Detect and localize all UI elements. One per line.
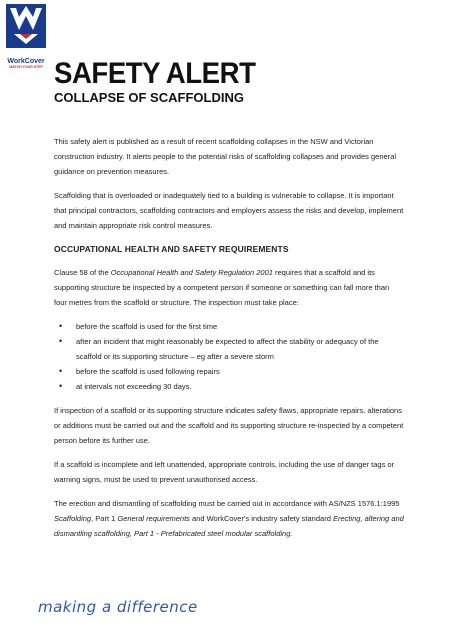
list-item: • before the scaffold is used following repairs (54, 364, 404, 379)
incomplete-paragraph: If a scaffold is incomplete and left unattended, appropriate controls, including the use of danger tags or warning signs, must be used to prevent unauthorised access. (54, 460, 395, 484)
inspection-paragraph: If inspection of a scaffold or its supporting structure indicates safety flaws, appropriate repairs, alterations or additions must be carried out and the scaffold and its supporting structure re-inspected by a competent person before its further use. (54, 406, 404, 445)
risk-paragraph: Scaffolding that is overloaded or inadequately tied to a building is vulnerable to collapse. It is important that principal contractors, scaffolding contractors and employers assess the risks and develop, implement and maintain appropriate risk control measures. (54, 191, 404, 230)
standards-text-1: The erection and dismantling of scaffolding must be carried out in accordance with AS/NZS 1576.1:1995 (54, 499, 400, 508)
list-item: • after an incident that might reasonably be expected to affect the stability or adequacy of the scaffold or its supporting structure – eg after a severe storm (54, 334, 404, 364)
clause-text-after: requires that a scaffold and its supporting structure be inspected by a competent person if someone or something can fall more than four metres from the scaffold or structure. The inspection must take place: (54, 268, 390, 307)
alert-header (54, 58, 432, 105)
list-item: • before the scaffold is used for the first time (54, 319, 404, 334)
list-item: • at intervals not exceeding 30 days. (54, 379, 404, 394)
inspection-list (54, 319, 404, 394)
page-title: SAFETY ALERT (54, 57, 256, 90)
clause-text-before: Clause 58 of the (54, 268, 111, 277)
logo-text: WorkCover (7, 58, 45, 65)
standard-erecting: Erecting, altering and dismantling scaffolding, Part 1 - Prefabricated steel modular scaffolding. (54, 514, 404, 538)
intro-paragraph: This safety alert is published as a result of recent scaffolding collapses in the NSW and Victorian construction industry. It alerts people to the potential risks of scaffolding collapses and provides general guidance on prevention measures. (54, 137, 397, 176)
standards-paragraph (54, 496, 404, 541)
standards-text-2: , Part 1 (91, 514, 118, 523)
logo-caption (6, 58, 46, 69)
workcover-logo-icon (6, 4, 46, 58)
footer-slogan: making a difference (38, 598, 198, 616)
logo-tagline: WATCH YOUR STEP (9, 65, 43, 69)
section-heading: OCCUPATIONAL HEALTH AND SAFETY REQUIREMENTS (54, 244, 289, 254)
workcover-logo (6, 4, 46, 58)
document-body (54, 134, 404, 550)
page-subtitle: COLLAPSE OF SCAFFOLDING (54, 90, 244, 105)
standard-scaffolding: Scaffolding (54, 514, 92, 523)
regulation-name: Occupational Health and Safety Regulation 2001 (110, 268, 273, 277)
standard-general: General requirements (117, 514, 190, 523)
standards-text-3: and WorkCover's industry safety standard (189, 514, 333, 523)
clause-paragraph (54, 265, 404, 310)
